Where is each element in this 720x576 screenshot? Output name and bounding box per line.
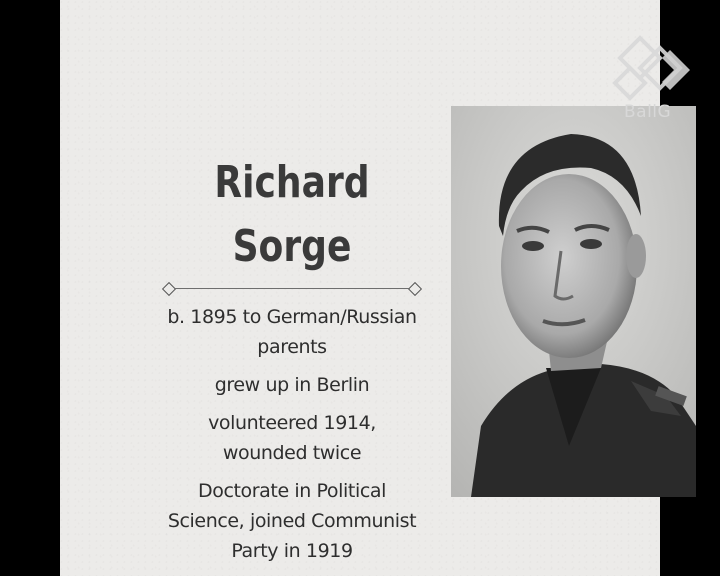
portrait-image	[451, 106, 696, 497]
portrait-photo	[451, 106, 696, 497]
diamond-icon	[408, 282, 422, 296]
bullet-item: grew up in Berlin	[214, 374, 370, 396]
bullet-item: Doctorate in Political Science, joined Communist Party in 1919	[167, 480, 417, 562]
divider-line	[171, 288, 413, 289]
slide-title-line1: Richard	[214, 157, 370, 208]
bullet-item: volunteered 1914, wounded twice	[208, 412, 376, 464]
bullet-item: b. 1895 to German/Russian parents	[167, 306, 417, 358]
channel-logo-text: BallG	[624, 102, 672, 122]
slide-title-line2: Sorge	[232, 221, 352, 272]
title-divider	[163, 283, 421, 295]
diamond-icon	[162, 282, 176, 296]
bullet-list	[164, 302, 420, 574]
slide	[60, 0, 660, 576]
